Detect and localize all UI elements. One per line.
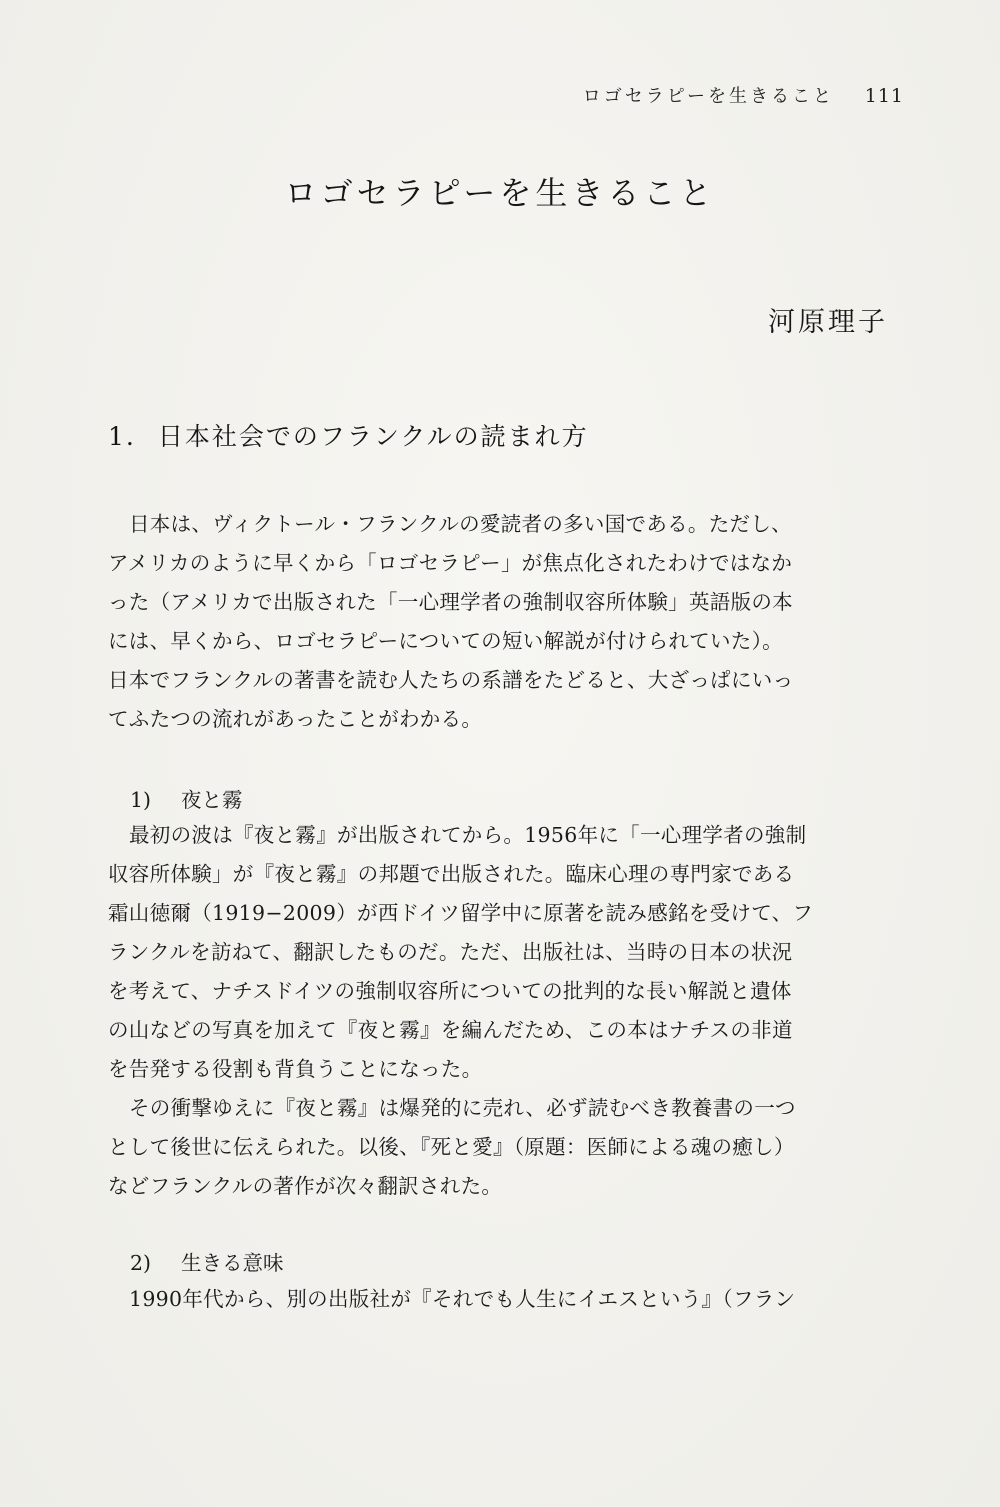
text-line: 1990年代から、別の出版社が『それでも人生にイエスという』（フラン (129, 1287, 796, 1311)
text-line: 日本でフランクルの著書を読む人たちの系譜をたどると、大ざっぱにいっ (108, 668, 794, 692)
text-line: の山などの写真を加えて『夜と霧』を編んだため、この本はナチスの非道 (108, 1018, 793, 1042)
subsection-2-heading (130, 1246, 284, 1276)
running-head-title: ロゴセラピーを生きること (582, 86, 834, 107)
running-head (583, 82, 904, 108)
subsection-2-title: 生きる意味 (181, 1251, 284, 1275)
text-line: アメリカのように早くから「ロゴセラピー」が焦点化されたわけではなか (108, 551, 793, 575)
text-line: には、早くから、ロゴセラピーについての短い解説が付けられていた）。 (108, 629, 783, 653)
author-name: 河原理子 (768, 307, 888, 338)
text-line: ランクルを訪ねて、翻訳したものだ。ただ、出版社は、当時の日本の状況 (108, 940, 793, 964)
text-line: などフランクルの著作が次々翻訳された。 (108, 1174, 503, 1198)
text-line: 収容所体験」が『夜と霧』の邦題で出版された。臨床心理の専門家である (108, 862, 795, 886)
subsection-1-title: 夜と霧 (181, 788, 243, 812)
text-line: を考えて、ナチスドイツの強制収容所についての批判的な長い解説と遺体 (108, 979, 792, 1003)
paragraph-1 (108, 505, 898, 739)
text-line: 最初の波は『夜と霧』が出版されてから。1956年に「一心理学者の強制 (129, 823, 807, 847)
section-title: 日本社会でのフランクルの読まれ方 (157, 422, 589, 451)
chapter-title: ロゴセラピーを生きること (284, 174, 716, 212)
text-line: を告発する役割も背負うことになった。 (108, 1057, 483, 1081)
text-line: った（アメリカで出版された「一心理学者の強制収容所体験」英語版の本 (108, 590, 793, 614)
text-line: その衝撃ゆえに『夜と霧』は爆発的に売れ、必ず読むべき教養書の一つ (129, 1096, 796, 1120)
page-number: 111 (864, 85, 904, 107)
text-line: 霜山徳爾（1919−2009）が西ドイツ留学中に原著を読み感銘を受けて、フ (108, 901, 814, 925)
text-line: てふたつの流れがあったことがわかる。 (108, 707, 483, 731)
subsection-1-heading (130, 783, 243, 813)
section-number: 1. (108, 422, 136, 451)
section-heading (108, 417, 589, 453)
subsection-2-number: 2) (130, 1251, 152, 1275)
paragraph-2 (108, 816, 898, 1206)
text-line: として後世に伝えられた。以後、『死と愛』（原題：医師による魂の癒し） (108, 1135, 795, 1159)
paragraph-3 (108, 1280, 898, 1319)
subsection-1-number: 1) (130, 788, 152, 812)
text-line: 日本は、ヴィクトール・フランクルの愛読者の多い国である。ただし、 (129, 512, 792, 536)
